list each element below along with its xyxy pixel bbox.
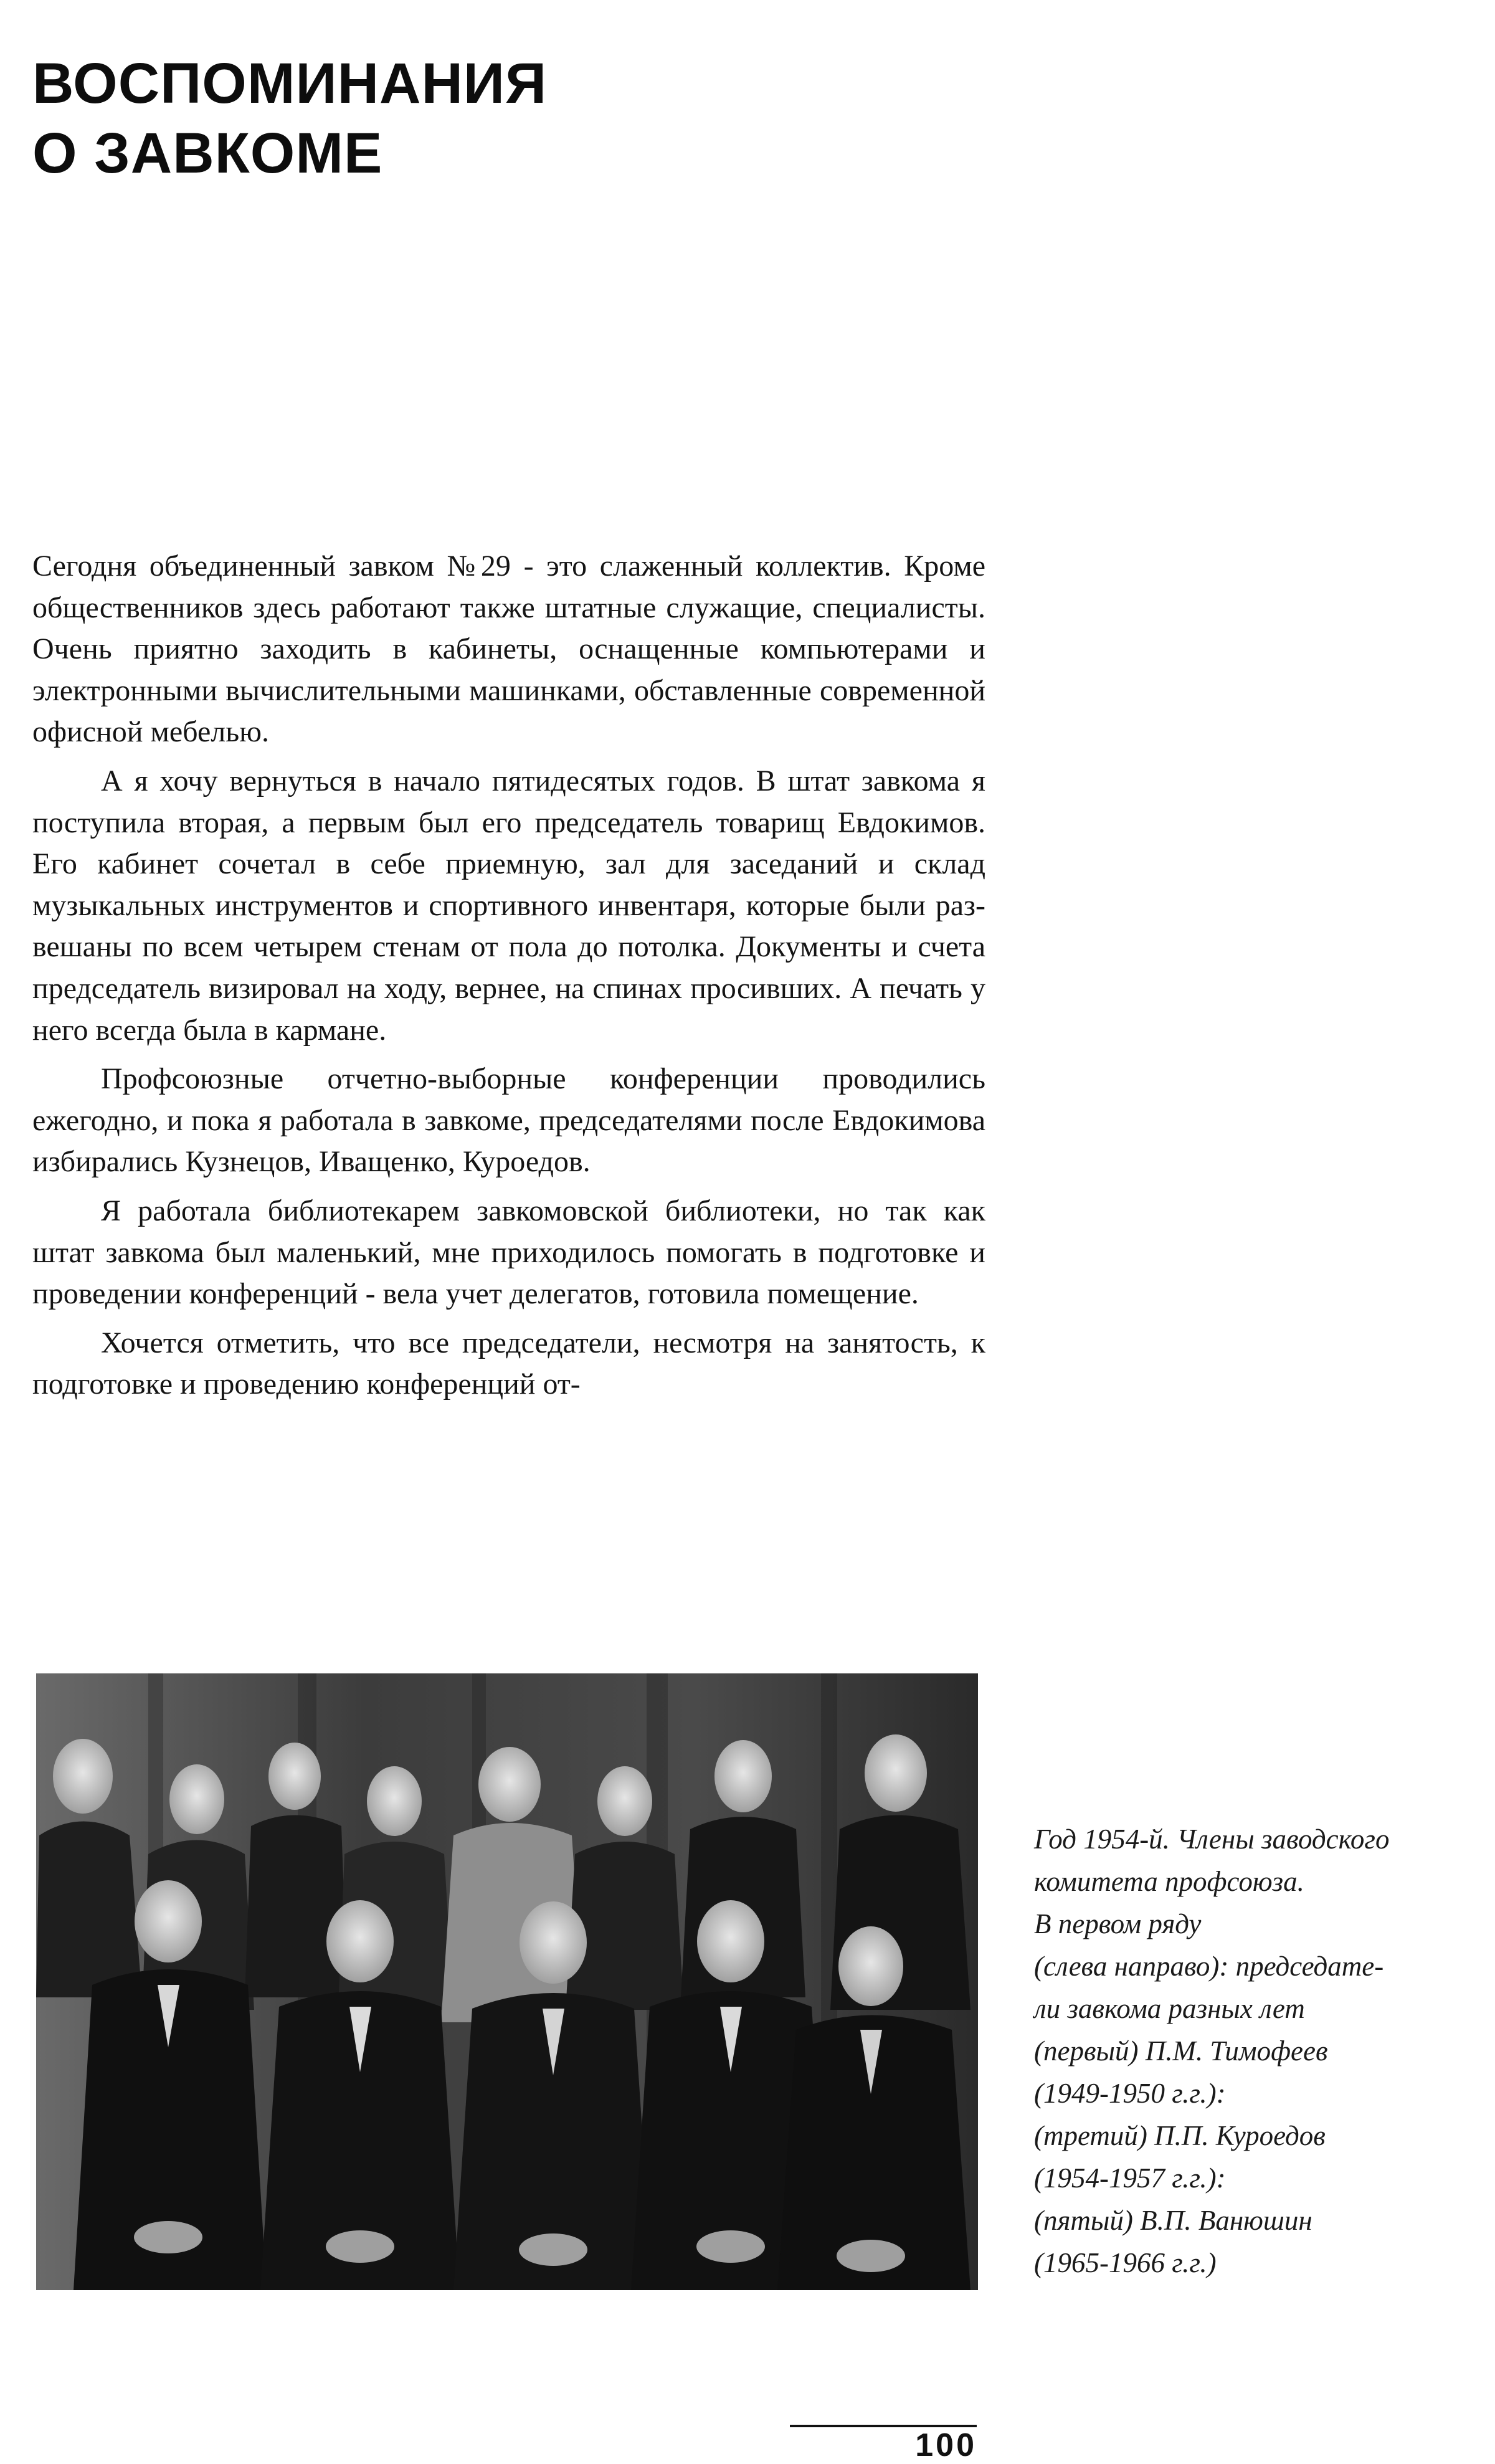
paragraph-2: А я хочу вернуться в начало пятидесятых годов. В штат завкома я поступила вторая, а первым был его председатель товарищ Евдокимов. Его кабинет сочетал в себе приемную, зал для заседаний и склад музыкальных инструментов и спортивного инвентаря, которые были развешаны по всем четырем стенам от пола до потолка. Документы и счета председатель визировал на ходу, вернее, на спинах просивших. А печать у него всегда была в кармане. [32, 764, 985, 1047]
caption-line: Год 1954-й. Члены заводского [1034, 1824, 1390, 1855]
caption-line: комитета профсоюза. [1034, 1866, 1304, 1897]
caption-line: В первом ряду [1034, 1908, 1202, 1939]
paragraph-1: Сегодня объединенный завком №29 - это слаженный коллектив. Кроме общественников здесь работают также штатные служащие, специалисты. Очень приятно заходить в кабинеты, оснащенные компьютерами и электронными вычислительными машинками, обставленные современной офисной мебелью. [32, 549, 985, 749]
page-title [32, 49, 718, 188]
group-photo-illustration [36, 1673, 978, 2290]
caption-line: (слева направо): председате- [1034, 1951, 1384, 1982]
paragraph-4: Я работала библиотекарем завкомовской библиотеки, но так как штат завкома был маленький, мне приходилось помогать в подготовке и проведении конференций - вела учет делегатов, готовила помещение. [32, 1194, 985, 1311]
title-line-1: ВОСПОМИНАНИЯ [32, 52, 548, 115]
caption-line: ли завкома разных лет [1034, 1993, 1305, 2024]
article-body [32, 546, 985, 1413]
page-number: 100 [915, 2427, 977, 2463]
caption-line: (1954-1957 г.г.): [1034, 2162, 1226, 2194]
group-photo [36, 1673, 978, 2290]
caption-line: (1949-1950 г.г.): [1034, 2078, 1226, 2109]
caption-line: (1965-1966 г.г.) [1034, 2247, 1217, 2278]
caption-line: (третий) П.П. Куроедов [1034, 2120, 1326, 2151]
paragraph-3: Профсоюзные отчетно-выборные конференции проводились ежегодно, и пока я работала в завкоме, председателями после Евдокимова избирались Кузнецов, Иващенко, Куроедов. [32, 1062, 985, 1179]
title-line-2: О ЗАВКОМЕ [32, 121, 383, 185]
photo-caption [1034, 1818, 1483, 2284]
caption-line: (пятый) В.П. Ванюшин [1034, 2205, 1312, 2236]
caption-line: (первый) П.М. Тимофеев [1034, 2035, 1328, 2067]
paragraph-5: Хочется отметить, что все председатели, несмотря на занятость, к подготовке и проведению конференций от- [32, 1326, 985, 1401]
